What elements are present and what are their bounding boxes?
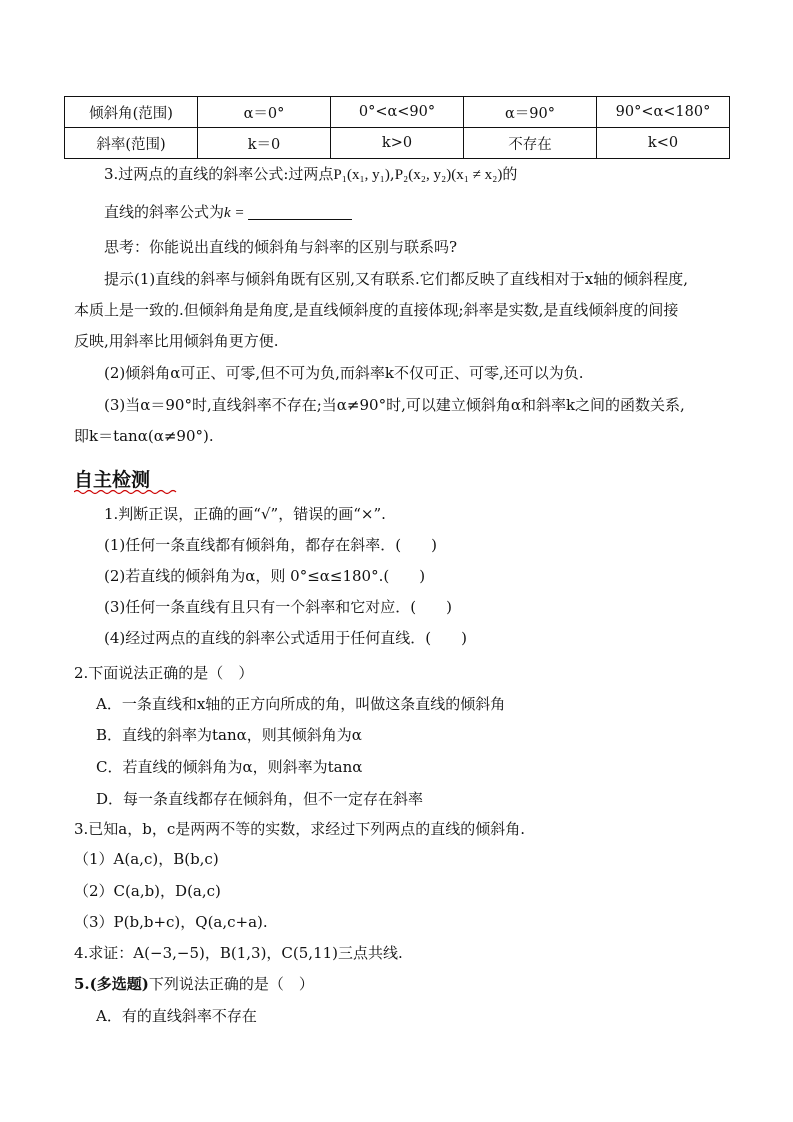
table-cell: 不存在: [464, 128, 597, 159]
table-row: [65, 128, 730, 159]
q3-item: （2）C(a,b)，D(a,c): [74, 882, 221, 900]
q2-option: A．一条直线和x轴的正方向所成的角，叫做这条直线的倾斜角: [96, 695, 506, 713]
formula-condition: (x₁ ≠ x₂): [451, 167, 503, 183]
formula-suffix: 的: [502, 165, 518, 183]
table-cell: α＝90°: [464, 97, 597, 128]
q2-option: C．若直线的倾斜角为α，则斜率为tanα: [96, 758, 363, 776]
q5-stem: 下列说法正确的是（ ）: [148, 975, 314, 993]
hint-1-line-a: 提示(1)直线的斜率与倾斜角既有区别,又有联系.它们都反映了直线相对于x轴的倾斜程度,: [104, 270, 689, 288]
point-p1: P₁(x₁, y₁): [333, 167, 390, 183]
hint-2: (2)倾斜角α可正、可零,但不可为负,而斜率k不仅可正、可零,还可以为负.: [104, 364, 584, 382]
q1-stem: 1.判断正误，正确的画“√”，错误的画“×”.: [104, 505, 386, 523]
section-title: 自主检测: [74, 469, 151, 491]
hint-1-line-c: 反映,用斜率比用倾斜角更方便.: [74, 332, 279, 350]
table-cell: α＝0°: [198, 97, 331, 128]
hint-1-line-b: 本质上是一致的.但倾斜角是角度,是直线倾斜度的直接体现;斜率是实数,是直线倾斜度的间接: [74, 301, 679, 319]
hint-3-line-b: 即k＝tanα(α≠90°).: [74, 427, 214, 445]
hint-3-line-a: (3)当α＝90°时,直线斜率不存在;当α≠90°时,可以建立倾斜角α和斜率k之间的函数关系,: [104, 396, 685, 414]
table-cell: 倾斜角(范围): [65, 97, 198, 128]
formula-line-1: 3.过两点的直线的斜率公式:过两点P₁(x₁, y₁),P₂(x₂, y₂)(x₁ ≠ x₂)的: [104, 165, 518, 183]
table-cell: 斜率(范围): [65, 128, 198, 159]
q5-stem-line: [74, 973, 314, 994]
wavy-underline: [74, 489, 178, 495]
q2-option: B．直线的斜率为tanα，则其倾斜角为α: [96, 726, 362, 744]
q3-item: （3）P(b,b+c)，Q(a,c+a).: [74, 913, 268, 931]
q1-item: (2)若直线的倾斜角为α，则 0°≤α≤180°.( ): [104, 567, 426, 585]
answer-blank[interactable]: [248, 203, 352, 220]
angle-slope-table: [64, 96, 730, 159]
point-p2: P₂(x₂, y₂): [394, 167, 452, 183]
q1-item: (3)任何一条直线有且只有一个斜率和它对应．( ): [104, 598, 452, 616]
q2-stem: 2.下面说法正确的是（ ）: [74, 664, 254, 682]
table-cell: k＝0: [198, 128, 331, 159]
q1-item: (1)任何一条直线都有倾斜角，都存在斜率．( ): [104, 536, 437, 554]
q2-option: D．每一条直线都存在倾斜角，但不一定存在斜率: [96, 790, 424, 808]
formula-line-2: [104, 201, 352, 222]
q3-stem: 3.已知a，b，c是两两不等的实数，求经过下列两点的直线的倾斜角.: [74, 820, 526, 838]
think-question: 思考：你能说出直线的倾斜角与斜率的区别与联系吗?: [104, 238, 458, 256]
q3-item: （1）A(a,c)，B(b,c): [74, 850, 219, 868]
slope-k-eq: k =: [224, 205, 245, 221]
table-cell: k<0: [597, 128, 730, 159]
q5-number: 5.: [74, 975, 90, 993]
q1-item: (4)经过两点的直线的斜率公式适用于任何直线．( ): [104, 629, 467, 647]
formula-line-2-prefix: 直线的斜率公式为: [104, 203, 225, 221]
table-cell: 90°<α<180°: [597, 97, 730, 128]
table-cell: k>0: [331, 128, 464, 159]
q4-text: 4.求证：A(−3,−5)，B(1,3)，C(5,11)三点共线.: [74, 944, 403, 962]
formula-prefix: 3.过两点的直线的斜率公式:过两点: [104, 165, 334, 183]
table-cell: 0°<α<90°: [331, 97, 464, 128]
q5-tag: (多选题): [89, 975, 149, 993]
q5-option: A．有的直线斜率不存在: [96, 1007, 257, 1025]
table-row: [65, 97, 730, 128]
